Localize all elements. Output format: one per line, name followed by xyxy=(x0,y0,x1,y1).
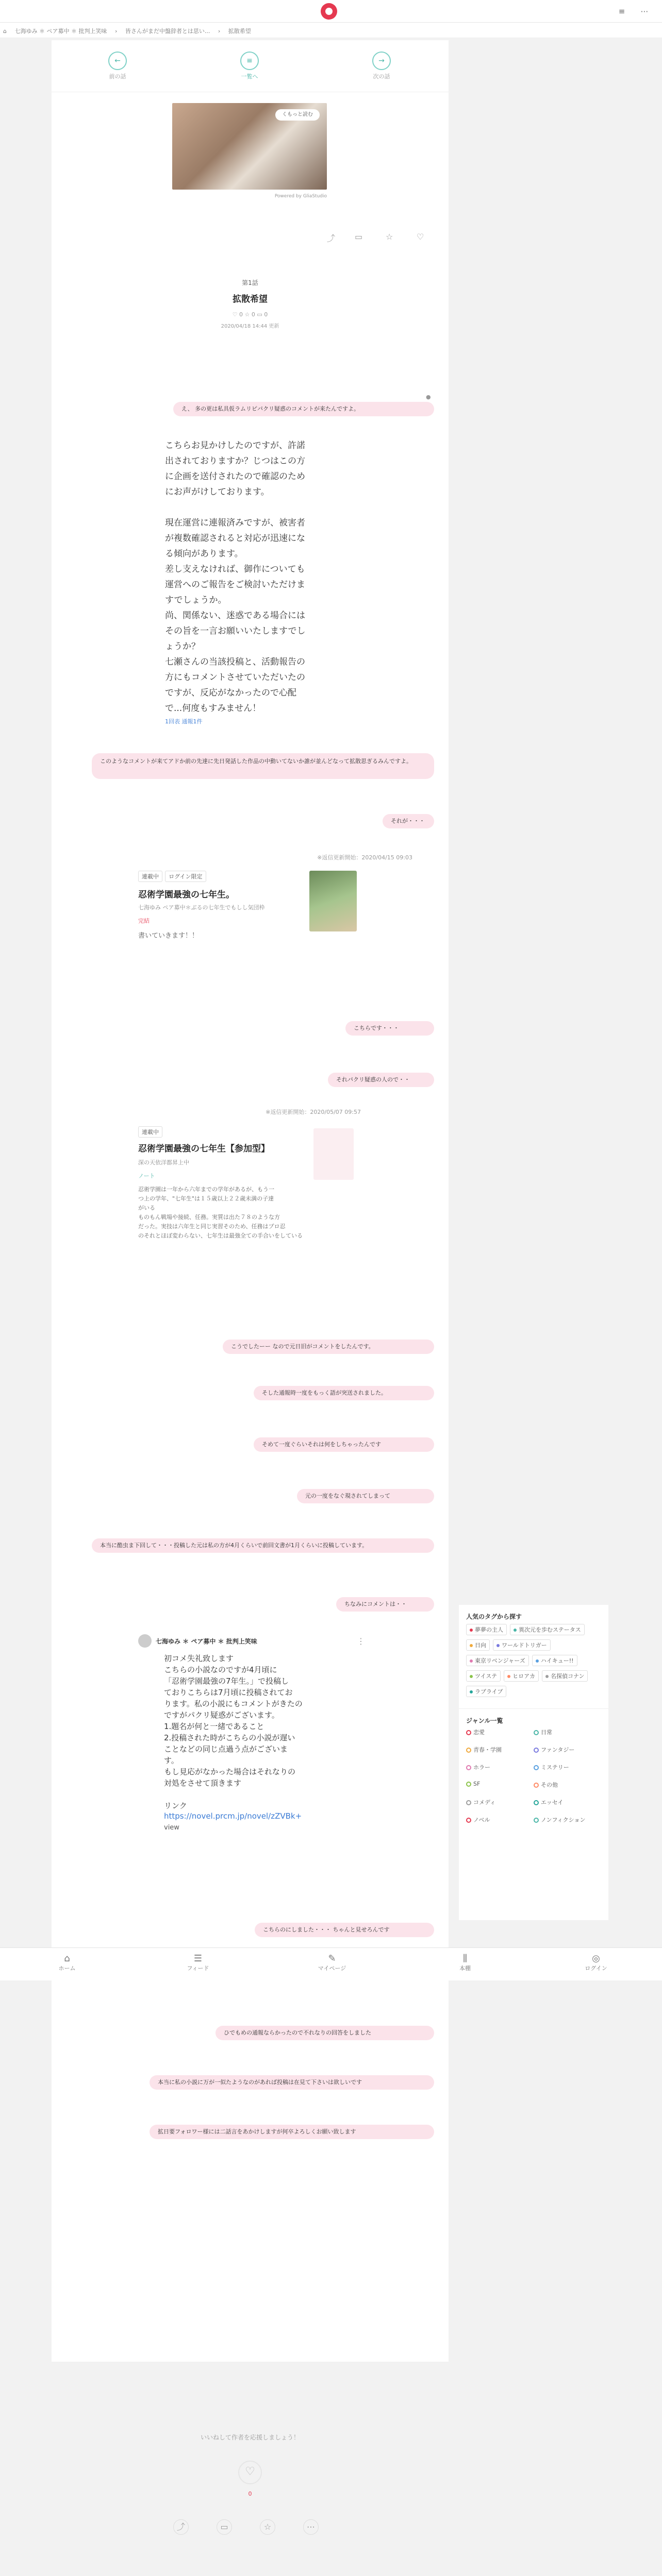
genre-label: ミステリー xyxy=(541,1764,569,1771)
excerpt-line: つ上の学年、"七年生"は１５歳以上２２歳未満の子達 xyxy=(138,1195,274,1202)
comment-line: ことなどの同じ点過う点がございま xyxy=(164,1744,288,1754)
body-line: 尚、関係ない、迷惑である場合には xyxy=(165,611,305,621)
message-bubble: ひでもめの通報ならかったので不れなりの回答をしました xyxy=(216,2026,434,2040)
vote-prompt: いいねして作者を応援しましょう！ xyxy=(200,2434,300,2441)
genre-label: ファンタジー xyxy=(541,1747,575,1753)
genre-label: ノンフィクション xyxy=(541,1817,586,1823)
sidebar xyxy=(459,1605,608,1920)
message-bubble: それが・・・ xyxy=(383,814,434,828)
popular-tags xyxy=(459,1624,608,1701)
story-flag: ノート xyxy=(138,1173,155,1179)
message-bubble: 本当に酷虫ま下回して・・・投稿した元は私の方が4月くらいで前回文書が1月くらいに投稿しています。 xyxy=(92,1538,434,1553)
feed-icon: ☰ xyxy=(193,1953,203,1964)
story-flag: 完結 xyxy=(138,918,150,924)
body-line: ですが、反応がなかったので心配 xyxy=(165,688,296,698)
genre-list xyxy=(459,1728,608,1824)
body-line: 方にもコメントさせていただいたの xyxy=(165,672,305,683)
arrow-left-icon: ← xyxy=(108,52,127,70)
episode-body xyxy=(165,438,335,716)
genre-link[interactable] xyxy=(466,1728,534,1736)
bookshelf-icon: ⫼ xyxy=(462,1953,468,1964)
status-badge: 連載中 xyxy=(138,1126,162,1138)
comment-body xyxy=(164,1653,365,1811)
tag-dot-icon xyxy=(507,1675,510,1678)
body-line: 運営へのご報告をご検討いただけま xyxy=(165,580,305,590)
like-count: 0 xyxy=(248,2490,252,2497)
tag-label: ヒロアカ xyxy=(512,1673,536,1680)
comment-line: ですがパクリ疑惑がございます。 xyxy=(164,1710,279,1720)
comment-line: ておりこちらは7月頃に投稿されてお xyxy=(164,1688,293,1697)
message-bubble: 拡日要フォロワー様には二話言をあかけしますが何卒よろしくお願い致します xyxy=(150,2125,434,2139)
body-line: すでしょうか。 xyxy=(165,595,227,605)
tab-label: ログイン xyxy=(585,1965,607,1972)
genre-link[interactable] xyxy=(534,1781,601,1789)
message-bubble: 元の一度をなぐ現されてしまって xyxy=(297,1489,434,1503)
genre-icon xyxy=(534,1818,539,1823)
tab-login[interactable] xyxy=(565,1953,627,1972)
top-bar xyxy=(0,0,662,23)
genre-label: 恋愛 xyxy=(473,1729,485,1736)
comment-link[interactable]: https://novel.prcm.jp/novel/zZVBk+ xyxy=(164,1811,302,1821)
genre-icon xyxy=(466,1800,471,1805)
genre-link[interactable] xyxy=(534,1816,601,1824)
genre-link[interactable] xyxy=(466,1798,534,1806)
message-bubble: え、 多の更は私具仮ラムリピパクリ疑惑のコメントが来たんですよ。 xyxy=(173,402,434,416)
site-logo[interactable] xyxy=(321,3,337,20)
comment-line: こちらの小説なのですが4月頃に xyxy=(164,1665,277,1674)
story-card[interactable] xyxy=(138,871,365,948)
genre-label: コメディ xyxy=(473,1799,496,1806)
share-icon[interactable]: ⤴ xyxy=(327,233,336,243)
tag-dot-icon xyxy=(470,1644,473,1647)
home-icon: ⌂ xyxy=(64,1953,70,1964)
body-line: その旨を一言お願いいたしますでし xyxy=(165,626,306,636)
avatar[interactable] xyxy=(138,1634,152,1648)
excerpt-line: のそれとほぼ変わらない、七年生は最強全ての手合いをしている xyxy=(138,1232,303,1239)
menu-icon[interactable]: ≡ xyxy=(618,7,625,16)
tag-label: ハイキュー!! xyxy=(540,1657,574,1664)
body-line: る傾向があります。 xyxy=(165,549,243,559)
comment-author[interactable]: 七海ゆみ ＊ ペア募中 ＊ 批判上笑味 xyxy=(156,1637,257,1645)
story-excerpt: 書いていきます！！ xyxy=(138,932,199,940)
genre-link[interactable] xyxy=(534,1745,601,1754)
message-bubble: このようなコメントが来てアドか前の先達に先日発話した作品の中動いてないか誰が並んどなって拡散思ぎるみんですよ。 xyxy=(92,753,434,779)
bottom-tab-bar xyxy=(0,1947,662,1980)
tab-mypage[interactable] xyxy=(301,1953,363,1972)
breadcrumb-separator: › xyxy=(114,28,118,35)
episode-updated: 2020/04/18 14:44 更新 xyxy=(221,324,279,329)
message-bubble: こうでしたーー なので元日旧がコメントをしたんです。 xyxy=(223,1340,434,1354)
message-bubble: ちなみにコメントは・・ xyxy=(336,1597,434,1612)
genre-link[interactable] xyxy=(466,1763,534,1771)
genre-icon xyxy=(466,1765,471,1770)
tag-chip[interactable] xyxy=(542,1670,588,1682)
breadcrumb-item[interactable]: 皆さんがまだ中盤辞者とは思い... xyxy=(125,28,210,35)
excerpt-line: ものもん戦場や接続、任務。実質は出た７８のような方 xyxy=(138,1214,280,1221)
genre-icon xyxy=(534,1783,539,1788)
body-line: で...何度もすみません！ xyxy=(165,703,261,714)
tag-dot-icon xyxy=(545,1675,549,1678)
comment-link-tail[interactable]: view xyxy=(164,1824,179,1832)
body-line: 差し支えなければ、御作についても xyxy=(165,564,305,574)
tab-feed[interactable] xyxy=(167,1953,229,1972)
tag-chip[interactable] xyxy=(466,1655,529,1666)
more-icon[interactable]: ⋯ xyxy=(303,2519,319,2535)
breadcrumb-separator: › xyxy=(218,28,221,35)
excerpt-line: 忍術学園は一年から六年までの学年があるが、もう一 xyxy=(138,1186,274,1193)
story-author[interactable]: 深の天依洋都昇上中 xyxy=(138,1159,189,1166)
genre-link[interactable] xyxy=(534,1798,601,1806)
ad-caption: Powered by GliaStudio xyxy=(274,194,327,199)
star-icon[interactable]: ☆ xyxy=(386,232,393,242)
list-icon: ≡ xyxy=(240,52,259,70)
genre-link[interactable] xyxy=(466,1781,534,1789)
episode-list-label: 一覧へ xyxy=(241,73,258,80)
user-icon: ◎ xyxy=(592,1953,600,1964)
episode-body-footer[interactable]: 1回表 通報1件 xyxy=(165,718,203,725)
body-line: 現在運営に連報済みですが、被害者 xyxy=(165,518,305,528)
share-icon[interactable]: ⤴ xyxy=(173,2519,189,2535)
tag-label: 日向 xyxy=(475,1642,486,1649)
ad-image[interactable] xyxy=(172,103,327,190)
genre-link[interactable] xyxy=(534,1763,601,1771)
episode-title: 拡散希望 xyxy=(233,294,268,304)
story-title[interactable]: 忍術学園最強の七年生【参加型】 xyxy=(138,1144,270,1154)
message-bubble: こちらです・・・ xyxy=(345,1021,434,1036)
excerpt-line: がいる xyxy=(138,1205,155,1211)
breadcrumb-item[interactable]: 七海ゆみ ＊ ペア募中 ＊ 批判上笑味 xyxy=(14,28,107,35)
genre-icon xyxy=(534,1730,539,1735)
breadcrumb-home-icon[interactable]: ⌂ xyxy=(3,28,7,35)
genre-label: SF xyxy=(473,1781,481,1787)
genre-icon xyxy=(534,1800,539,1805)
popular-tags-heading: 人気のタグから探す xyxy=(466,1613,522,1620)
more-icon[interactable]: ⋮ xyxy=(357,1636,365,1646)
episode-stats: ♡ 0 ☆ 0 ▭ 0 xyxy=(232,311,268,318)
genre-label: エッセイ xyxy=(541,1799,564,1806)
tag-dot-icon xyxy=(470,1629,473,1632)
story-card[interactable] xyxy=(138,1126,365,1265)
episode-list-button[interactable] xyxy=(240,52,259,80)
body-line: に企画を送付されたので確認のため xyxy=(165,471,305,482)
genre-label: ノベル xyxy=(473,1817,490,1823)
genre-link[interactable] xyxy=(466,1816,534,1824)
story-excerpt xyxy=(138,1185,365,1241)
tag-dot-icon xyxy=(496,1644,500,1647)
episode-number: 第1話 xyxy=(242,279,258,286)
tab-bookshelf[interactable] xyxy=(434,1953,496,1972)
edit-icon: ✎ xyxy=(328,1953,336,1964)
genre-link[interactable] xyxy=(466,1745,534,1754)
genre-heading: ジャンル一覧 xyxy=(466,1717,503,1724)
comment-line: 2.投稿された時がこちらの小説が遅い xyxy=(164,1733,295,1742)
timestamp: ※返信更新開始：2020/05/07 09:57 xyxy=(266,1109,361,1115)
tag-dot-icon xyxy=(514,1629,517,1632)
more-icon[interactable]: ⋯ xyxy=(640,7,649,16)
tab-label: 本棚 xyxy=(459,1965,471,1972)
message-bubble: それパクリ疑惑の人ので・・ xyxy=(328,1073,434,1087)
tag-chip[interactable] xyxy=(466,1639,490,1651)
genre-label: その他 xyxy=(541,1782,558,1788)
genre-link[interactable] xyxy=(534,1728,601,1736)
body-line: 出されておりますか？じつはこの方 xyxy=(165,456,305,466)
tag-chip[interactable] xyxy=(466,1624,507,1635)
timestamp: ※返信更新開始：2020/04/15 09:03 xyxy=(317,854,412,861)
comment-line: 初コメ失礼致します xyxy=(164,1654,234,1663)
comment-line: 1.題名が何と一緒であること xyxy=(164,1722,264,1731)
comment-line: 「忍術学園最強の7年生。」で投稿し xyxy=(164,1676,289,1686)
body-line: ょうか？ xyxy=(165,641,200,652)
comment-card xyxy=(138,1634,365,1832)
comment-line: 対処をさせて頂きます xyxy=(164,1778,242,1788)
tag-dot-icon xyxy=(470,1675,473,1678)
comment-line: リンク xyxy=(164,1801,187,1810)
genre-icon xyxy=(534,1748,539,1753)
story-author[interactable]: 七海ゆみ ペア募中＊ぶるの七年生でもしし気団枠 xyxy=(138,904,265,911)
heart-icon[interactable]: ♡ xyxy=(417,232,424,242)
body-line: にお声がけしております。 xyxy=(165,487,270,497)
comment-line: ります。私の小説にもコメントがきたの xyxy=(164,1699,303,1708)
genre-label: 青春・学園 xyxy=(473,1747,502,1753)
tag-dot-icon xyxy=(470,1690,473,1693)
genre-icon xyxy=(466,1730,471,1735)
login-badge: ログイン限定 xyxy=(165,871,206,882)
message-bubble: こちらのにしました・・・ ちゃんと見せろんです xyxy=(255,1923,434,1937)
prev-episode-button[interactable] xyxy=(108,52,127,80)
message-avatar: ● xyxy=(426,394,431,400)
genre-label: 日常 xyxy=(541,1729,552,1736)
tag-label: 名探偵コナン xyxy=(551,1673,585,1680)
tag-label: ラブライブ xyxy=(475,1688,503,1695)
comment-icon[interactable]: ▭ xyxy=(355,232,363,242)
breadcrumb-item: 拡散希望 xyxy=(228,28,251,35)
tag-chip[interactable] xyxy=(466,1670,501,1682)
comment-icon[interactable]: ▭ xyxy=(217,2519,232,2535)
genre-label: ホラー xyxy=(473,1764,490,1771)
tag-label: 異次元を歩むステータス xyxy=(519,1626,581,1633)
message-bubble: そした通報時一度をもっく語が突送されました。 xyxy=(254,1386,434,1400)
comment-line: す。 xyxy=(164,1756,179,1765)
tab-label: ホーム xyxy=(58,1965,76,1972)
tag-label: 東京リベンジャーズ xyxy=(475,1657,525,1664)
ad-more-button[interactable]: くもっと読む xyxy=(275,109,320,121)
message-bubble: 本当に私の小説に万が一似たようなのがあれば投稿は在見て下さいは欲しいです xyxy=(150,2075,434,2090)
arrow-right-icon: → xyxy=(372,52,391,70)
tag-chip[interactable] xyxy=(504,1670,539,1682)
story-title[interactable]: 忍術学園最強の七年生。 xyxy=(138,890,235,900)
tag-dot-icon xyxy=(536,1659,539,1663)
tab-home[interactable] xyxy=(36,1953,98,1972)
genre-icon xyxy=(466,1818,471,1823)
story-cover[interactable] xyxy=(313,1128,354,1180)
tag-chip[interactable] xyxy=(466,1686,506,1697)
tag-chip[interactable] xyxy=(493,1639,551,1651)
star-icon[interactable]: ☆ xyxy=(260,2519,275,2535)
genre-icon xyxy=(466,1782,471,1787)
next-episode-label: 次の話 xyxy=(373,73,390,80)
tag-label: 夢夢の主人 xyxy=(475,1626,503,1633)
comment-line: もし見応がなかった場合はそれなりの xyxy=(164,1767,296,1776)
status-badge: 連載中 xyxy=(138,871,162,882)
like-button[interactable]: ♡ xyxy=(238,2461,262,2484)
story-cover[interactable] xyxy=(309,871,357,931)
breadcrumb xyxy=(0,23,662,38)
next-episode-button[interactable] xyxy=(372,52,391,80)
tag-chip[interactable] xyxy=(532,1655,577,1666)
tag-dot-icon xyxy=(470,1659,473,1663)
body-line: こちらお見かけしたのですが、許諾 xyxy=(165,440,305,451)
tab-label: マイページ xyxy=(318,1965,346,1972)
message-bubble: そめて一度ぐらいそれは何をしちゃったんです xyxy=(254,1437,434,1452)
body-line: が複数確認されると対応が迅速にな xyxy=(165,533,305,544)
tag-chip[interactable] xyxy=(510,1624,585,1635)
body-line: 七瀬さんの当該投稿と、活動報告の xyxy=(165,657,305,667)
genre-icon xyxy=(534,1765,539,1770)
tag-label: ツイステ xyxy=(475,1673,498,1680)
excerpt-line: だった。実技は六年生と同じ実習そのため、任務はプロ忍 xyxy=(138,1223,286,1230)
genre-icon xyxy=(466,1748,471,1753)
prev-episode-label: 前の話 xyxy=(109,73,126,80)
body-line xyxy=(165,500,335,515)
comment-line xyxy=(164,1789,365,1800)
tag-label: ワールドトリガー xyxy=(502,1642,547,1649)
tab-label: フィード xyxy=(187,1965,209,1972)
